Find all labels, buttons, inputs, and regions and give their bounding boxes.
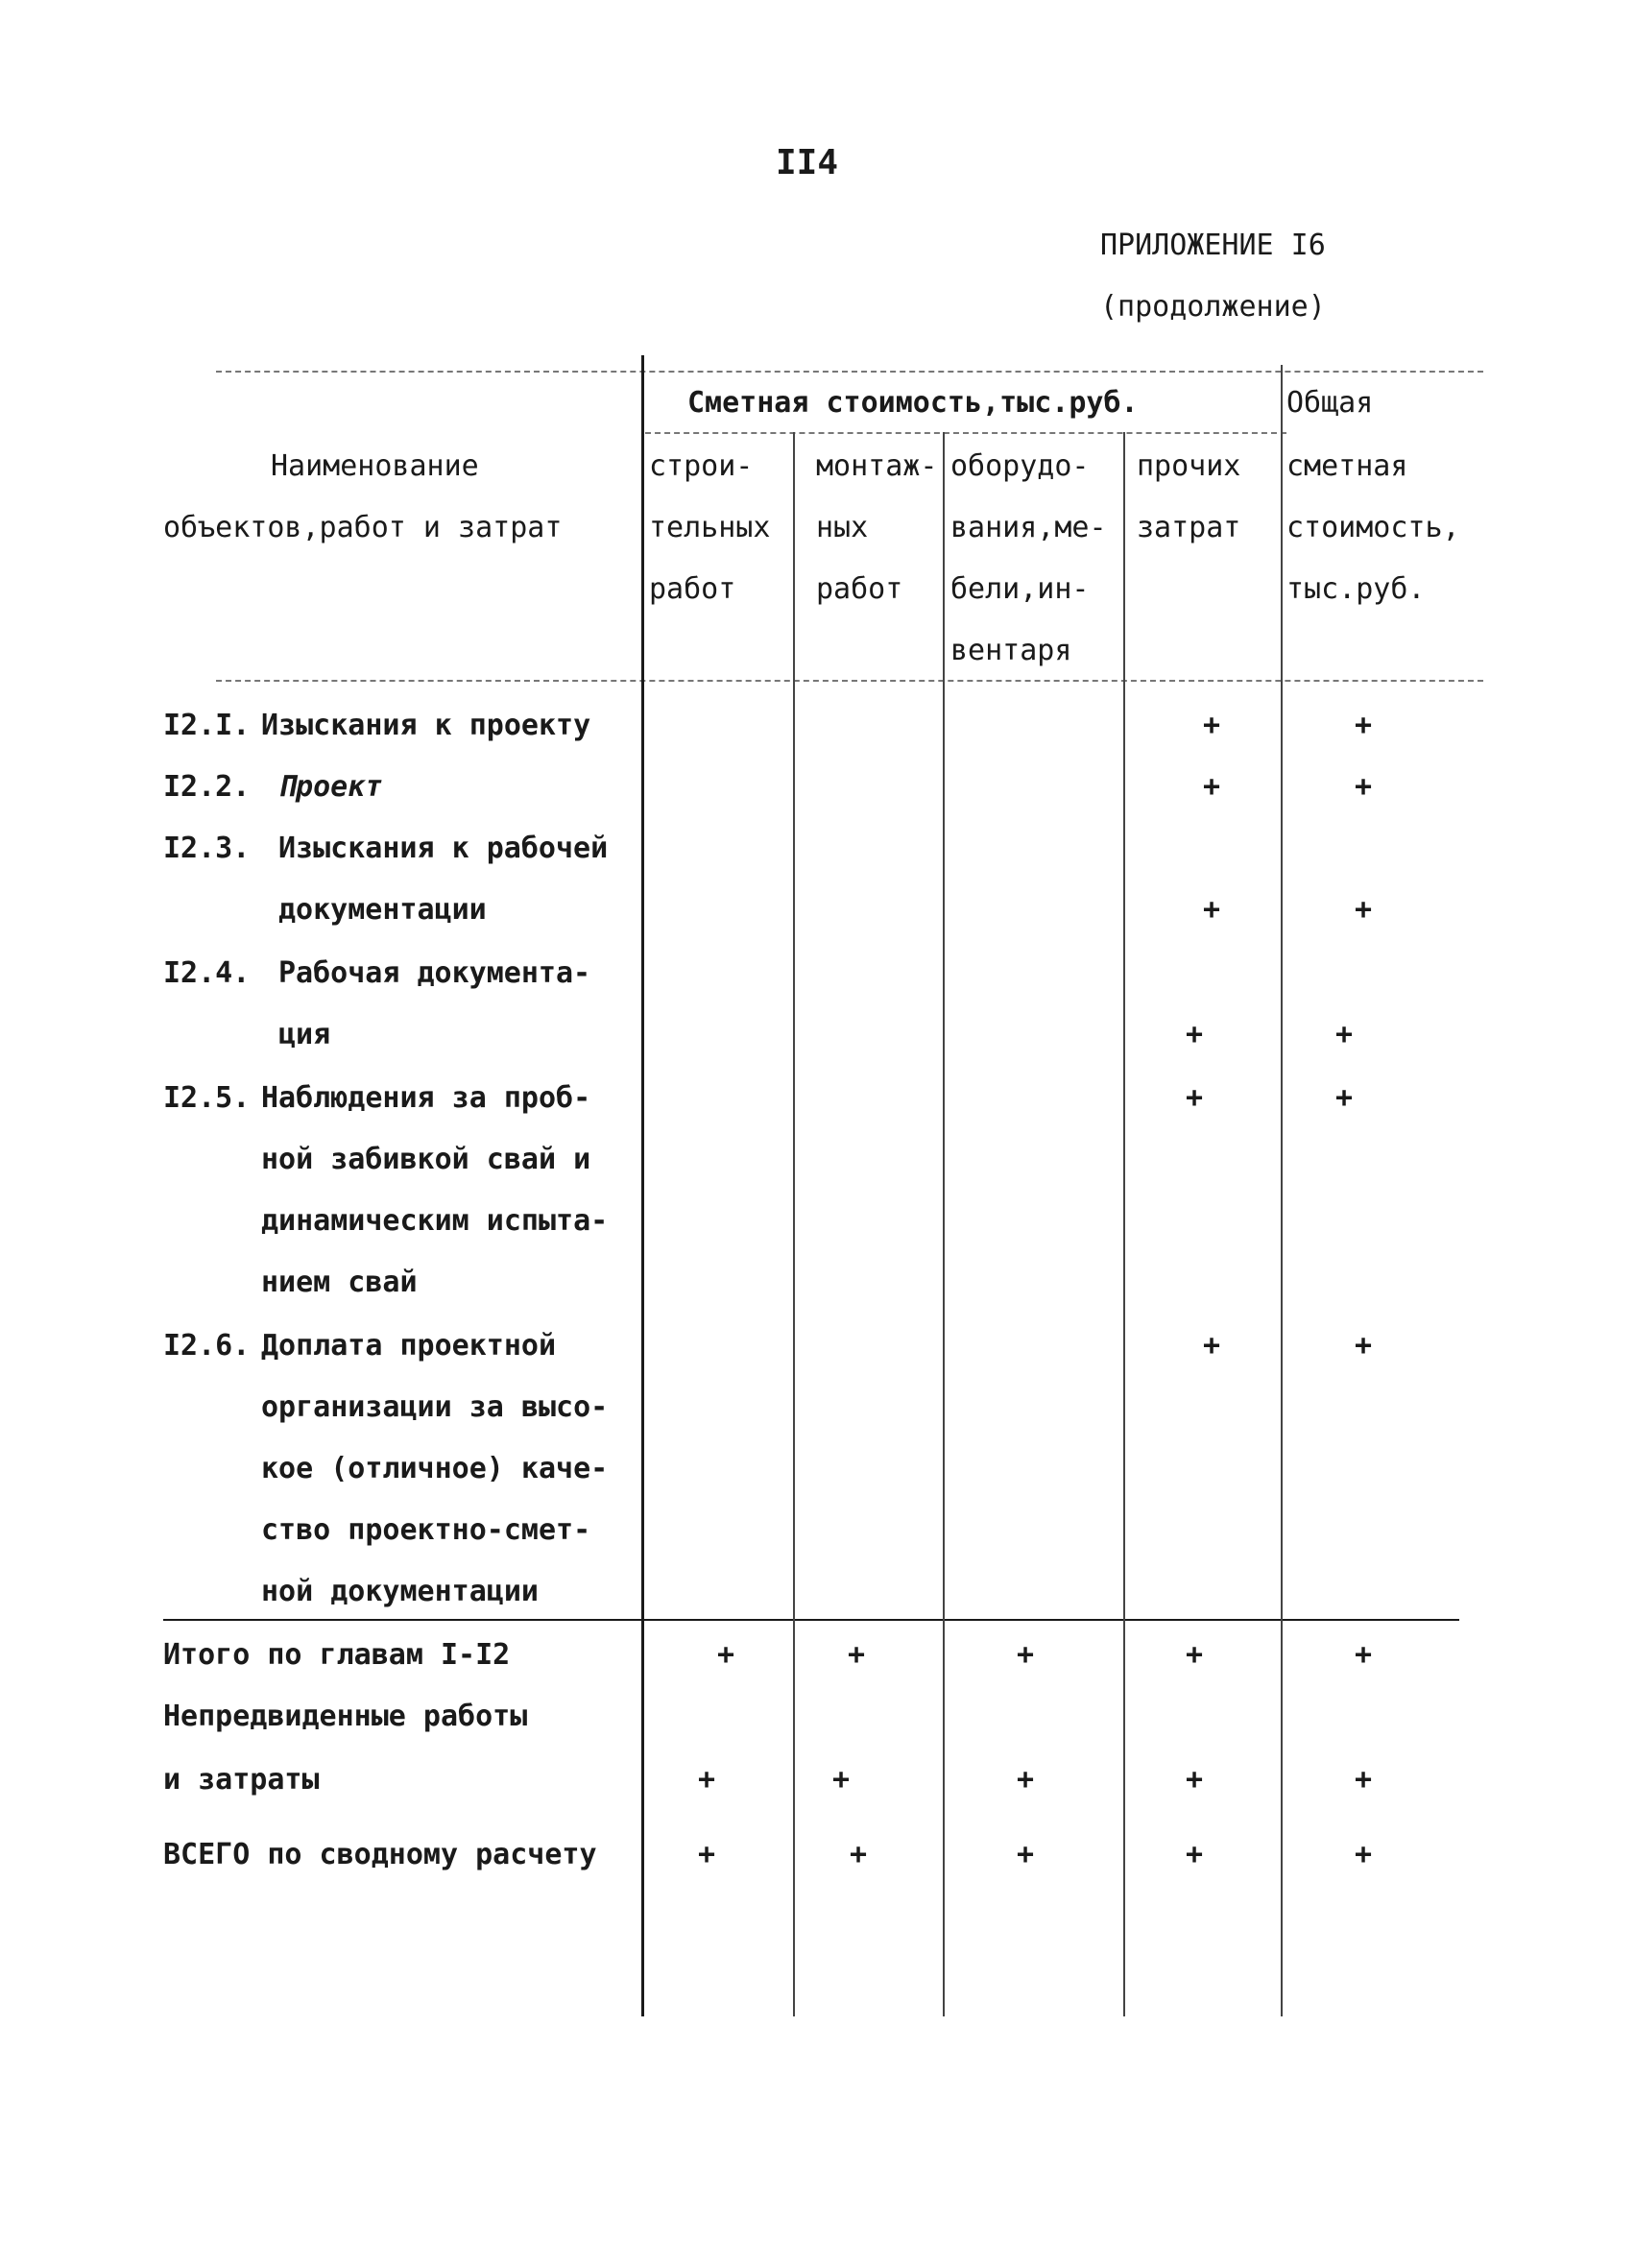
header-col5-l4: тыс.руб. xyxy=(1286,572,1426,606)
header-bottom-rule xyxy=(216,680,1483,682)
totals-mark: + xyxy=(1354,1638,1373,1672)
totals-mark: + xyxy=(1185,1638,1204,1672)
totals-mark: + xyxy=(847,1638,866,1672)
row-text: Проект xyxy=(278,770,383,804)
totals-rule xyxy=(163,1619,1459,1621)
totals-mark: + xyxy=(1185,1838,1204,1871)
row-text: ной документации xyxy=(261,1575,539,1608)
row-number: I2.4. xyxy=(163,956,251,990)
header-col2-l3: работ xyxy=(816,572,903,606)
col-divider-1 xyxy=(793,432,795,2016)
row-text: Изыскания к рабочей xyxy=(278,832,609,865)
row-mark: + xyxy=(1202,893,1221,927)
row-number: I2.I. xyxy=(163,709,251,742)
row-text: Наблюдения за проб- xyxy=(261,1081,591,1115)
totals-mark: + xyxy=(697,1763,716,1797)
row-mark: + xyxy=(1334,1018,1354,1051)
header-col2-l2: ных xyxy=(816,511,869,544)
row-number: I2.2. xyxy=(163,770,251,804)
row-mark: + xyxy=(1202,770,1221,804)
header-group-label: Сметная стоимость,тыс.руб. xyxy=(687,386,1139,420)
row-mark: + xyxy=(1354,709,1373,742)
row-mark: + xyxy=(1185,1081,1204,1115)
header-name-line-2: объектов,работ и затрат xyxy=(163,511,563,544)
totals-mark: + xyxy=(697,1838,716,1871)
header-col5-l2: сметная xyxy=(1286,449,1408,483)
col-divider-4 xyxy=(1281,365,1283,2016)
header-col1-l3: работ xyxy=(649,572,736,606)
row-mark: + xyxy=(1202,1329,1221,1363)
totals-label: ВСЕГО по сводному расчету xyxy=(163,1838,597,1871)
totals-mark: + xyxy=(831,1763,851,1797)
header-col5-l1: Общая xyxy=(1286,386,1374,420)
row-mark: + xyxy=(1202,709,1221,742)
header-name-line-1: Наименование xyxy=(271,449,479,483)
col-divider-name xyxy=(641,355,644,2016)
header-col1-l1: строи- xyxy=(649,449,754,483)
row-text: Доплата проектной xyxy=(261,1329,557,1363)
header-col2-l1: монтаж- xyxy=(816,449,938,483)
totals-mark: + xyxy=(1016,1838,1035,1871)
row-number: I2.5. xyxy=(163,1081,251,1115)
row-text: нием свай xyxy=(261,1266,418,1299)
header-col4-l2: затрат xyxy=(1137,511,1241,544)
group-rule xyxy=(645,432,1286,434)
col-divider-2 xyxy=(943,432,945,2016)
totals-label: и затраты xyxy=(163,1763,320,1797)
totals-label: Непредвиденные работы xyxy=(163,1700,528,1733)
totals-mark: + xyxy=(1016,1638,1035,1672)
row-text: Рабочая документа- xyxy=(278,956,591,990)
appendix-subtitle: (продолжение) xyxy=(1100,290,1326,324)
row-number: I2.6. xyxy=(163,1329,251,1363)
row-mark: + xyxy=(1185,1018,1204,1051)
totals-label: Итого по главам I-I2 xyxy=(163,1638,511,1672)
header-col1-l2: тельных xyxy=(649,511,771,544)
totals-mark: + xyxy=(716,1638,735,1672)
row-text: документации xyxy=(278,893,487,927)
row-text: ной забивкой свай и xyxy=(261,1143,591,1176)
page-number: II4 xyxy=(776,143,839,182)
row-text: Изыскания к проекту xyxy=(261,709,591,742)
col-divider-3 xyxy=(1123,432,1125,2016)
row-mark: + xyxy=(1354,770,1373,804)
header-col3-l2: вания,ме- xyxy=(950,511,1107,544)
row-text: ство проектно-смет- xyxy=(261,1513,591,1547)
header-col5-l3: стоимость, xyxy=(1286,511,1460,544)
header-col3-l1: оборудо- xyxy=(950,449,1090,483)
totals-mark: + xyxy=(1354,1763,1373,1797)
row-mark: + xyxy=(1354,1329,1373,1363)
row-mark: + xyxy=(1334,1081,1354,1115)
totals-mark: + xyxy=(1016,1763,1035,1797)
row-mark: + xyxy=(1354,893,1373,927)
row-text: ция xyxy=(278,1018,331,1051)
totals-mark: + xyxy=(849,1838,868,1871)
row-text: кое (отличное) каче- xyxy=(261,1452,609,1485)
header-col3-l3: бели,ин- xyxy=(950,572,1090,606)
totals-mark: + xyxy=(1185,1763,1204,1797)
row-text: динамическим испыта- xyxy=(261,1204,609,1238)
totals-mark: + xyxy=(1354,1838,1373,1871)
header-col4-l1: прочих xyxy=(1137,449,1241,483)
header-col3-l4: вентаря xyxy=(950,634,1072,667)
row-text: организации за высо- xyxy=(261,1390,609,1424)
row-number: I2.3. xyxy=(163,832,251,865)
appendix-title: ПРИЛОЖЕНИЕ I6 xyxy=(1100,229,1326,262)
top-rule xyxy=(216,371,1483,373)
